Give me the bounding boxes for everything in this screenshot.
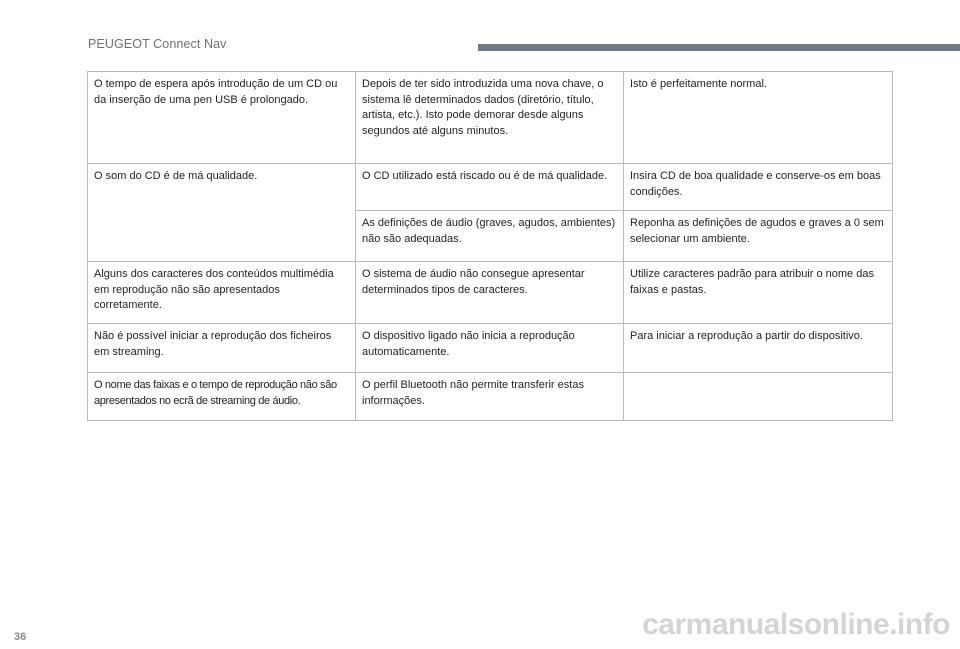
table-row xyxy=(88,262,893,324)
cause-cell: As definições de áudio (graves, agudos, ambientes) não são adequadas. xyxy=(356,211,624,262)
cause-cell: O CD utilizado está riscado ou é de má qualidade. xyxy=(356,164,624,211)
cause-cell: Depois de ter sido introduzida uma nova chave, o sistema lê determinados dados (diretório, título, artista, etc.). Isto pode demorar desde alguns segundos até alguns minutos. xyxy=(356,72,624,164)
header-accent-bar xyxy=(478,44,960,51)
table-row xyxy=(88,164,893,211)
page-header-title: PEUGEOT Connect Nav xyxy=(88,37,227,51)
cause-cell: O perfil Bluetooth não permite transferir estas informações. xyxy=(356,373,624,421)
solution-cell: Reponha as definições de agudos e graves a 0 sem selecionar um ambiente. xyxy=(624,211,893,262)
table-row xyxy=(88,324,893,373)
cause-cell: O dispositivo ligado não inicia a reprodução automaticamente. xyxy=(356,324,624,373)
problem-cell: Não é possível iniciar a reprodução dos ficheiros em streaming. xyxy=(88,324,356,373)
watermark: carmanualsonline.info xyxy=(642,608,950,641)
solution-cell: Insira CD de boa qualidade e conserve-os em boas condições. xyxy=(624,164,893,211)
problem-cell: Alguns dos caracteres dos conteúdos multimédia em reprodução não são apresentados corretamente. xyxy=(88,262,356,324)
solution-cell xyxy=(624,373,893,421)
solution-cell: Utilize caracteres padrão para atribuir o nome das faixas e pastas. xyxy=(624,262,893,324)
problem-cell: O tempo de espera após introdução de um CD ou da inserção de uma pen USB é prolongado. xyxy=(88,72,356,164)
problem-cell: O nome das faixas e o tempo de reprodução não são apresentados no ecrã de streaming de áudio. xyxy=(88,373,356,421)
solution-cell: Para iniciar a reprodução a partir do dispositivo. xyxy=(624,324,893,373)
table-row xyxy=(88,72,893,164)
problem-cell: O som do CD é de má qualidade. xyxy=(88,164,356,262)
cause-cell: O sistema de áudio não consegue apresentar determinados tipos de caracteres. xyxy=(356,262,624,324)
page-number: 36 xyxy=(14,631,27,643)
table-row xyxy=(88,373,893,421)
troubleshooting-table xyxy=(87,71,893,421)
solution-cell: Isto é perfeitamente normal. xyxy=(624,72,893,164)
